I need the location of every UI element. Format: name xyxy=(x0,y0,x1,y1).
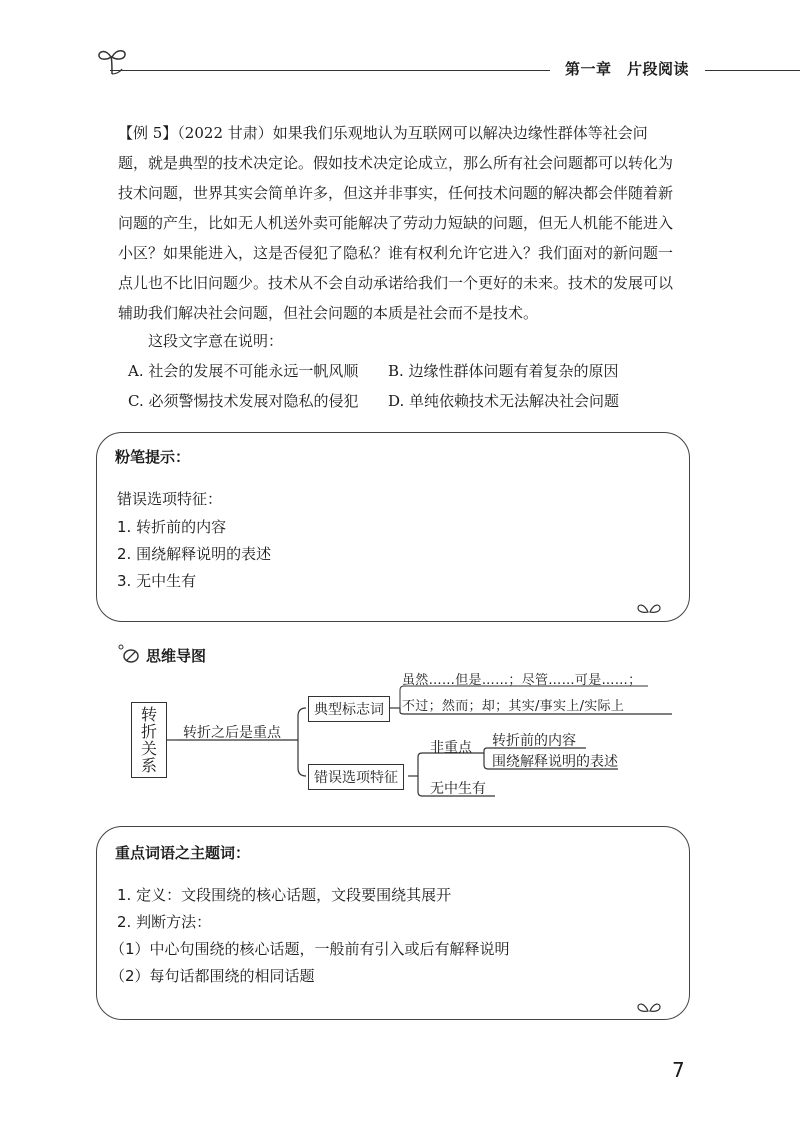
wrong-item: 转折前的内容 xyxy=(492,733,576,749)
node-wrong-option: 错误选项特征 xyxy=(308,764,404,790)
root-char: 转 xyxy=(140,705,157,724)
connector xyxy=(298,740,306,776)
keyword-line: 2. 判断方法： xyxy=(117,913,212,931)
passage-line: 【例 5】（2022 甘肃）如果我们乐观地认为互联网可以解决边缘性群体等社会问 xyxy=(118,124,648,142)
wrong-item: 无中生有 xyxy=(430,781,486,797)
chapter-title: 第一章 片段阅读 xyxy=(565,60,690,78)
leaf-icon xyxy=(636,1000,662,1014)
signal-words-line-1: 虽然……但是……；尽管……可是……； xyxy=(402,673,642,688)
signal-words-line-2: 不过；然而；却；其实/事实上/实际上 xyxy=(402,699,625,714)
hint-subtitle: 错误选项特征： xyxy=(117,490,223,508)
hint-title: 粉笔提示： xyxy=(115,448,191,466)
hint-item: 3. 无中生有 xyxy=(117,572,197,590)
keyword-line: （1）中心句围绕的核心话题，一般前有引入或后有解释说明 xyxy=(110,940,510,958)
question-stem: 这段文字意在说明： xyxy=(148,332,284,350)
wrong-item: 围绕解释说明的表述 xyxy=(492,754,618,770)
keyword-title: 重点词语之主题词： xyxy=(115,844,251,862)
passage-line: 问题的产生，比如无人机送外卖可能解决了劳动力短缺的问题，但无人机能不能进入 xyxy=(118,214,674,232)
passage-line: 小区？如果能进入，这是否侵犯了隐私？谁有权利允许它进入？我们面对的新问题一 xyxy=(118,244,674,262)
option-a: A. 社会的发展不可能永远一帆风顺 xyxy=(128,362,359,380)
passage-line: 题，就是典型的技术决定论。假如技术决定论成立，那么所有社会问题都可以转化为 xyxy=(118,154,674,172)
hint-item: 2. 围绕解释说明的表述 xyxy=(117,545,272,563)
page-number: 7 xyxy=(672,1058,685,1082)
mind-map-title: 思维导图 xyxy=(146,647,207,665)
passage-line: 技术问题，世界其实会简单许多，但这并非事实，任何技术问题的解决都会伴随着新 xyxy=(118,184,674,202)
option-d: D. 单纯依赖技术无法解决社会问题 xyxy=(388,392,620,410)
root-char: 系 xyxy=(140,756,157,775)
node-signal-words: 典型标志词 xyxy=(308,696,390,722)
mind-map-root xyxy=(131,702,167,778)
branch-label: 转折之后是重点 xyxy=(183,725,281,741)
passage-line: 点儿也不比旧问题少。技术从不会自动承诺给我们一个更好的未来。技术的发展可以 xyxy=(118,274,674,292)
keyword-line: 1. 定义：文段围绕的核心话题，文段要围绕其展开 xyxy=(117,886,452,904)
connector xyxy=(298,708,306,740)
hint-item: 1. 转折前的内容 xyxy=(117,518,227,536)
option-c: C. 必须警惕技术发展对隐私的侵犯 xyxy=(128,392,359,410)
root-char: 折 xyxy=(140,722,157,741)
passage-line: 辅助我们解决社会问题，但社会问题的本质是社会而不是技术。 xyxy=(118,304,539,322)
option-b: B. 边缘性群体问题有着复杂的原因 xyxy=(388,362,619,380)
root-char: 关 xyxy=(140,739,157,758)
keyword-line: （2）每句话都围绕的相同话题 xyxy=(110,967,315,985)
non-focus-label: 非重点 xyxy=(430,740,472,756)
